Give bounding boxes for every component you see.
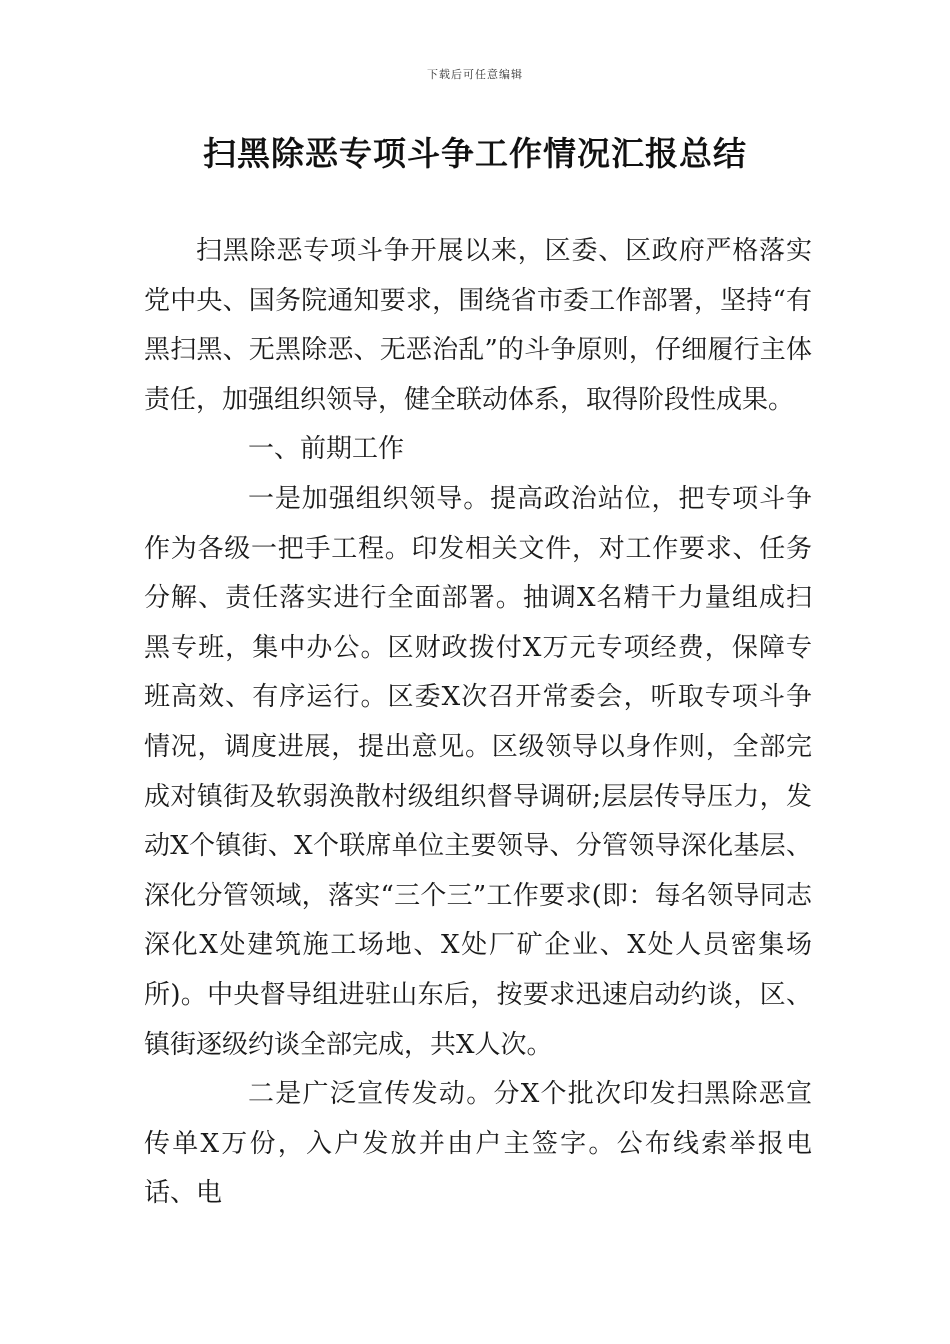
document-body	[144, 227, 812, 1219]
body-paragraph: 一是加强组织领导。提高政治站位，把专项斗争作为各级一把手工程。印发相关文件，对工作要求、任务分解、责任落实进行全面部署。抽调X名精干力量组成扫黑专班，集中办公。区财政拨付X万元专项经费，保障专班高效、有序运行。区委X次召开常委会，听取专项斗争情况，调度进展，提出意见。区级领导以身作则，全部完成对镇街及软弱涣散村级组织督导调研;层层传导压力，发动X个镇街、X个联席单位主要领导、分管领导深化基层、深化分管领域，落实“三个三”工作要求(即：每名领导同志深化X处建筑施工场地、X处厂矿企业、X处人员密集场所)。中央督导组进驻山东后，按要求迅速启动约谈，区、镇街逐级约谈全部完成，共X人次。	[144, 483, 812, 1060]
header-note: 下载后可任意编辑	[427, 68, 523, 81]
intro-paragraph: 扫黑除恶专项斗争开展以来，区委、区政府严格落实党中央、国务院通知要求，围绕省市委工作部署，坚持“有黑扫黑、无黑除恶、无恶治乱”的斗争原则，仔细履行主体责任，加强组织领导，健全联动体系，取得阶段性成果。	[144, 236, 812, 415]
document-title: 扫黑除恶专项斗争工作情况汇报总结	[203, 134, 747, 173]
section-heading: 一、前期工作	[248, 434, 405, 465]
body-paragraph: 二是广泛宣传发动。分X个批次印发扫黑除恶宣传单X万份，入户发放并由户主签字。公布线索举报电话、电	[144, 1079, 812, 1209]
